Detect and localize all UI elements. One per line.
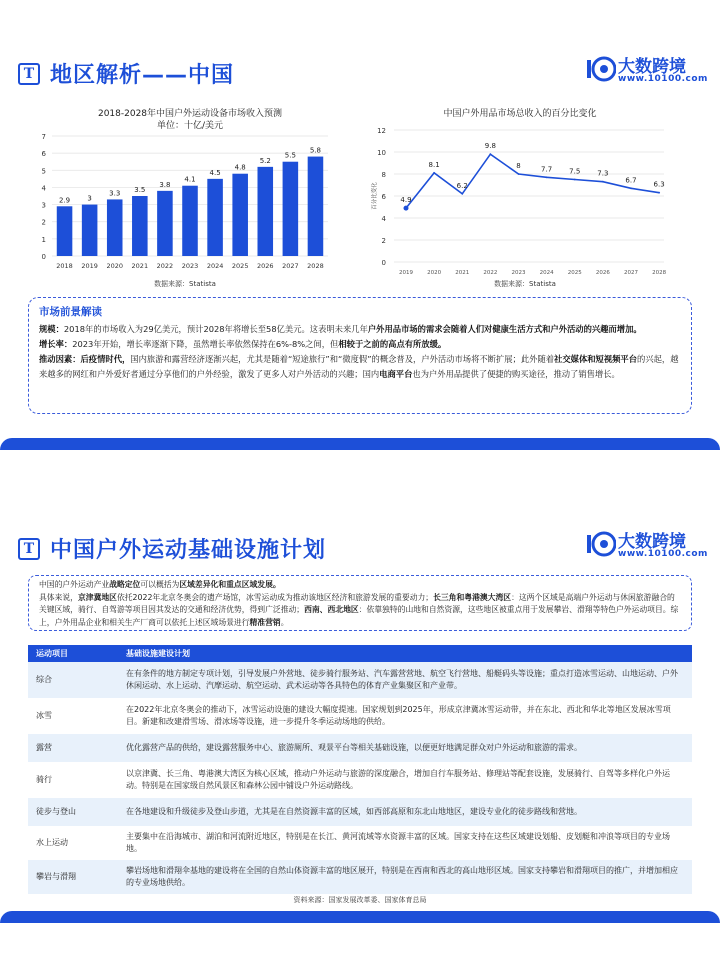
intro-2a: 具体来说， [39,592,78,602]
bar-x-tick-label: 2027 [282,262,299,270]
bar-data-label: 4.5 [209,168,221,177]
bar-data-label: 4.8 [234,163,246,172]
bar-x-tick-label: 2026 [256,262,274,270]
line-data-label: 7.7 [541,165,553,174]
table-row [28,762,692,798]
table-row [28,798,692,826]
scale-text: 2018年的市场收入为29亿美元，预计2028年将增长至58亿美元。这表明未来几年 [63,324,368,334]
bar-2028 [308,157,324,256]
intro-line-1 [39,579,681,592]
title-t-icon-2: T [18,538,40,560]
brand-name: 大数跨境 [618,57,686,77]
growth-bold-text: 相较于之前的高点有所放缓。 [338,339,447,349]
sport-cell: 骑行 [36,775,52,784]
brand-url-2: www.10100.com [618,549,708,559]
line-data-label: 6.2 [456,181,468,190]
bar-data-label: 3.5 [134,186,146,194]
strategy-intro-box [28,575,692,631]
bar-2026 [257,167,273,256]
bar-data-label: 2.9 [58,196,71,205]
page-title: 地区解析——中国 [50,63,235,88]
bar-x-tick-label: 2028 [307,262,324,270]
sport-cell: 水上运动 [36,838,68,847]
table-row [28,662,692,698]
bar-data-label: 5.2 [259,156,271,165]
line-x-tick-label: 2025 [567,270,582,276]
brand-logo-icon [582,52,616,86]
scale-bold-text: 户外用品市场的需求会随着人们对健康生活方式和户外活动的兴趣而增加。 [367,324,642,334]
line-point-2027 [630,187,632,189]
bar-chart-source: 数据来源：Statista [154,280,216,288]
bar-chart-title-line2: 单位：十亿/美元 [156,121,224,131]
brand-logo-icon-2 [582,527,616,561]
bar-x-tick-label: 2021 [131,262,149,270]
table-header-row [28,645,692,662]
bar-y-tick-label: 4 [41,184,46,193]
sport-cell: 冰雪 [36,711,52,720]
line-x-tick-label: 2026 [595,270,610,276]
drivers-bold-3: 电商平台 [379,369,413,379]
drivers-text-2: 的兴起，越来越多的网红和户外爱好者通过分享他们的户外经验，激发了更多人对户外活动的兴趣；国内 [39,354,679,379]
bar-2023 [182,186,198,256]
bar-data-label: 3 [87,194,92,203]
drivers-label: 推动因素： [39,354,81,364]
page-title-2: 中国户外运动基础设施计划 [50,538,327,563]
table-row [28,860,692,894]
bar-chart-title-line1: 2018-2028年中国户外运动设备市场收入预测 [97,109,283,119]
brand-url: www.10100.com [618,74,708,84]
line-y-tick-label: 8 [381,171,386,179]
sport-cell: 攀岩与滑翔 [36,872,76,881]
line-x-tick-label: 2024 [539,270,554,276]
intro-1d: 区域差异化和重点区域发展。 [179,580,281,589]
growth-text: 2023年开始，增长率逐渐下降，虽然增长率依然保持在6%-8%之间，但 [72,339,339,349]
bar-data-label: 5.8 [309,146,322,155]
bar-chart [28,128,338,276]
line-data-label: 4.9 [400,196,412,205]
line-point-2022 [489,153,491,155]
slide-infrastructure-plan [0,515,720,923]
line-chart-source: 数据来源：Statista [494,280,556,288]
intro-2c: 依托2022年北京冬奥会的遗产场馆，冰雪运动成为推动该地区经济和旅游发展的重要动力； [116,592,434,602]
intro-line-2 [39,592,681,630]
bar-2021 [132,196,148,256]
sport-cell: 综合 [36,675,52,684]
plan-cell: 在各地建设和升级徒步及登山步道，尤其是在自然资源丰富的区域，如西部高原和东北山地地区，建设专业化的徒步路线和营地。 [126,807,582,816]
bar-2019 [82,205,98,256]
plan-cell: 在有条件的地方制定专项计划，引导发展户外营地、徒步骑行服务站、汽车露营营地、航空飞行营地、船艇码头等设施；重点打造冰雪运动、山地运动、户外休闲运动、水上运动、汽摩运动、航空运动、武术运动等各具特色的体育产业集聚区和产业带。 [126,669,678,690]
bar-y-tick-label: 1 [41,235,46,244]
line-x-tick-label: 2027 [624,270,638,276]
plan-cell: 优化露营产品的供给，建设露营服务中心、旅游厕所、观景平台等相关基础设施，以便更好地满足群众对户外运动和旅游的需求。 [126,743,582,752]
bar-2020 [107,199,123,256]
bar-x-tick-label: 2023 [181,262,199,270]
line-y-tick-label: 6 [381,193,386,201]
line-point-2025 [574,179,576,181]
title-row-2 [18,533,326,564]
bar-y-tick-label: 5 [41,167,46,176]
bar-y-tick-label: 6 [41,150,46,159]
line-y-tick-label: 0 [381,259,386,267]
bar-data-label: 4.1 [184,175,196,184]
intro-2d: 长三角和粤港澳大湾区 [433,592,512,602]
table-row [28,698,692,734]
line-y-tick-label: 4 [381,215,386,223]
intro-2g: ：依靠独特的山地和自然资源，这些地区被重点用于发展攀岩、滑翔等特色户外运动项目。综上，户外用品企业和相关生产厂商可以依托上述区域场景进行 [39,605,679,627]
intro-2i: 。 [280,617,289,627]
bar-2025 [232,174,248,256]
slide2-bottom-band [0,911,720,923]
line-point-2020 [433,172,435,174]
infrastructure-table [28,645,692,894]
line-x-tick-label: 2019 [399,270,413,276]
line-y-tick-label: 10 [377,149,386,157]
market-outlook-box [28,297,692,414]
bar-x-tick-label: 2022 [156,262,174,270]
drivers-bold-2: 社交媒体和短视频平台 [554,354,638,364]
line-point-2021 [461,193,463,195]
line-data-label: 8 [516,162,521,170]
brand-name-2: 大数跨境 [618,532,686,552]
bar-2018 [57,206,73,256]
line-point-2028 [658,192,660,194]
sport-cell: 露营 [36,743,52,752]
table-row [28,734,692,762]
line-data-label: 6.7 [625,176,637,185]
title-t-icon: T [18,63,40,85]
drivers-text-1: 国内旅游和露营经济逐渐兴起，尤其是随着“短途旅行”和“微度假”的概念普及，户外活动市场将不断扩展；此外随着 [130,354,555,364]
intro-2f: 西南、西北地区 [304,605,359,614]
bar-x-tick-label: 2024 [206,262,224,270]
bar-data-label: 3.3 [109,189,121,198]
bar-2027 [283,162,299,256]
intro-1c: 可以概括为 [140,580,180,589]
line-y-tick-label: 2 [381,237,386,245]
line-x-tick-label: 2028 [652,270,667,276]
bar-data-label: 3.8 [159,180,171,189]
brand-logo [582,50,708,90]
title-row [18,58,234,89]
line-x-tick-label: 2021 [455,270,470,276]
bar-data-label: 5.5 [284,151,296,160]
bar-2024 [207,179,223,256]
scale-label: 规模： [39,324,64,334]
drivers-text-3: 也为户外用品提供了便捷的购买途径，推动了销售增长。 [412,369,620,379]
plan-cell: 以京津冀、长三角、粤港澳大湾区为核心区域，推动户外运动与旅游的深度融合，增加自行车服务站、修理站等配套设施，发展骑行、自驾等多样化户外运动。特别是在国家级自然风景区和森林公园中铺设户外运动路线。 [126,769,670,790]
growth-paragraph [39,337,681,352]
line-data-label: 8.1 [428,160,440,169]
bar-2022 [157,191,173,256]
line-series-path [406,154,659,208]
bar-x-tick-label: 2025 [231,262,249,270]
line-point-2026 [602,181,604,183]
intro-2e: ：这两个区域是高端户外运动与休闲旅游融合的关键区域，骑行、自驾游等项目因其发达的交通和经济优势，得到广泛推动； [39,592,675,614]
line-point-2019 [404,206,409,211]
drivers-paragraph [39,352,681,382]
table-source-note: 资料来源：国家发展改革委、国家体育总局 [293,896,427,904]
intro-2b: 京津冀地区 [77,592,117,602]
plan-cell: 攀岩场地和滑翔伞基地的建设将在全国的自然山体资源丰富的地区展开，特别是在西南和西北的高山地形区域。国家支持攀岩和滑翔项目的推广，并增加相应的专业场地供给。 [126,866,678,887]
market-outlook-title: 市场前景解读 [39,306,102,318]
line-data-label: 7.3 [597,169,609,178]
growth-label: 增长率： [39,339,73,349]
sport-cell: 徒步与登山 [36,807,76,816]
line-point-2024 [546,176,548,178]
table-header-sport: 运动项目 [36,649,68,658]
slide-region-analysis [0,40,720,450]
line-y-tick-label: 12 [377,127,386,135]
line-y-axis-label: 百分比变化 [372,182,378,210]
bar-y-tick-label: 0 [41,253,46,261]
bar-x-tick-label: 2020 [106,262,124,270]
brand-logo-2 [582,525,708,565]
line-chart [366,120,676,276]
bar-y-tick-label: 3 [41,201,46,210]
slide1-bottom-band [0,438,720,450]
line-x-tick-label: 2022 [483,270,498,276]
table-row [28,826,692,860]
bar-x-tick-label: 2018 [56,262,73,270]
intro-1b: 战略定位 [109,580,141,589]
bar-y-tick-label: 2 [41,218,46,227]
line-chart-title: 中国户外用品市场总收入的百分比变化 [443,109,597,119]
line-point-2023 [518,173,520,175]
plan-cell: 在2022年北京冬奥会的推动下，冰雪运动设施的建设大幅度提速。国家规划到2025年，形成京津冀冰雪运动带，并在东北、西北和华北等地区发展冰雪项目。新建和改建滑雪场、滑冰场等设施，进一步提升冬季运动场地的供给。 [126,705,671,726]
scale-paragraph [39,322,681,337]
line-x-tick-label: 2020 [427,270,442,276]
bar-y-tick-label: 7 [41,133,46,141]
line-data-label: 9.8 [484,142,496,151]
plan-cell: 主要集中在沿海城市、湖泊和河流附近地区，特别是在长江、黄河流域等水资源丰富的区域。国家支持在这些区域建设划船、皮划艇和冲浪等项目的专业场地。 [126,832,670,853]
line-x-tick-label: 2023 [511,270,526,276]
line-data-label: 7.5 [569,167,581,176]
line-data-label: 6.3 [653,180,665,189]
table-header-plan: 基础设施建设计划 [126,649,190,658]
intro-1a: 中国的户外运动产业 [39,580,110,589]
drivers-bold-1: 后疫情时代， [80,354,131,364]
intro-2h: 精准营销 [249,617,281,627]
bar-x-tick-label: 2019 [81,262,98,270]
